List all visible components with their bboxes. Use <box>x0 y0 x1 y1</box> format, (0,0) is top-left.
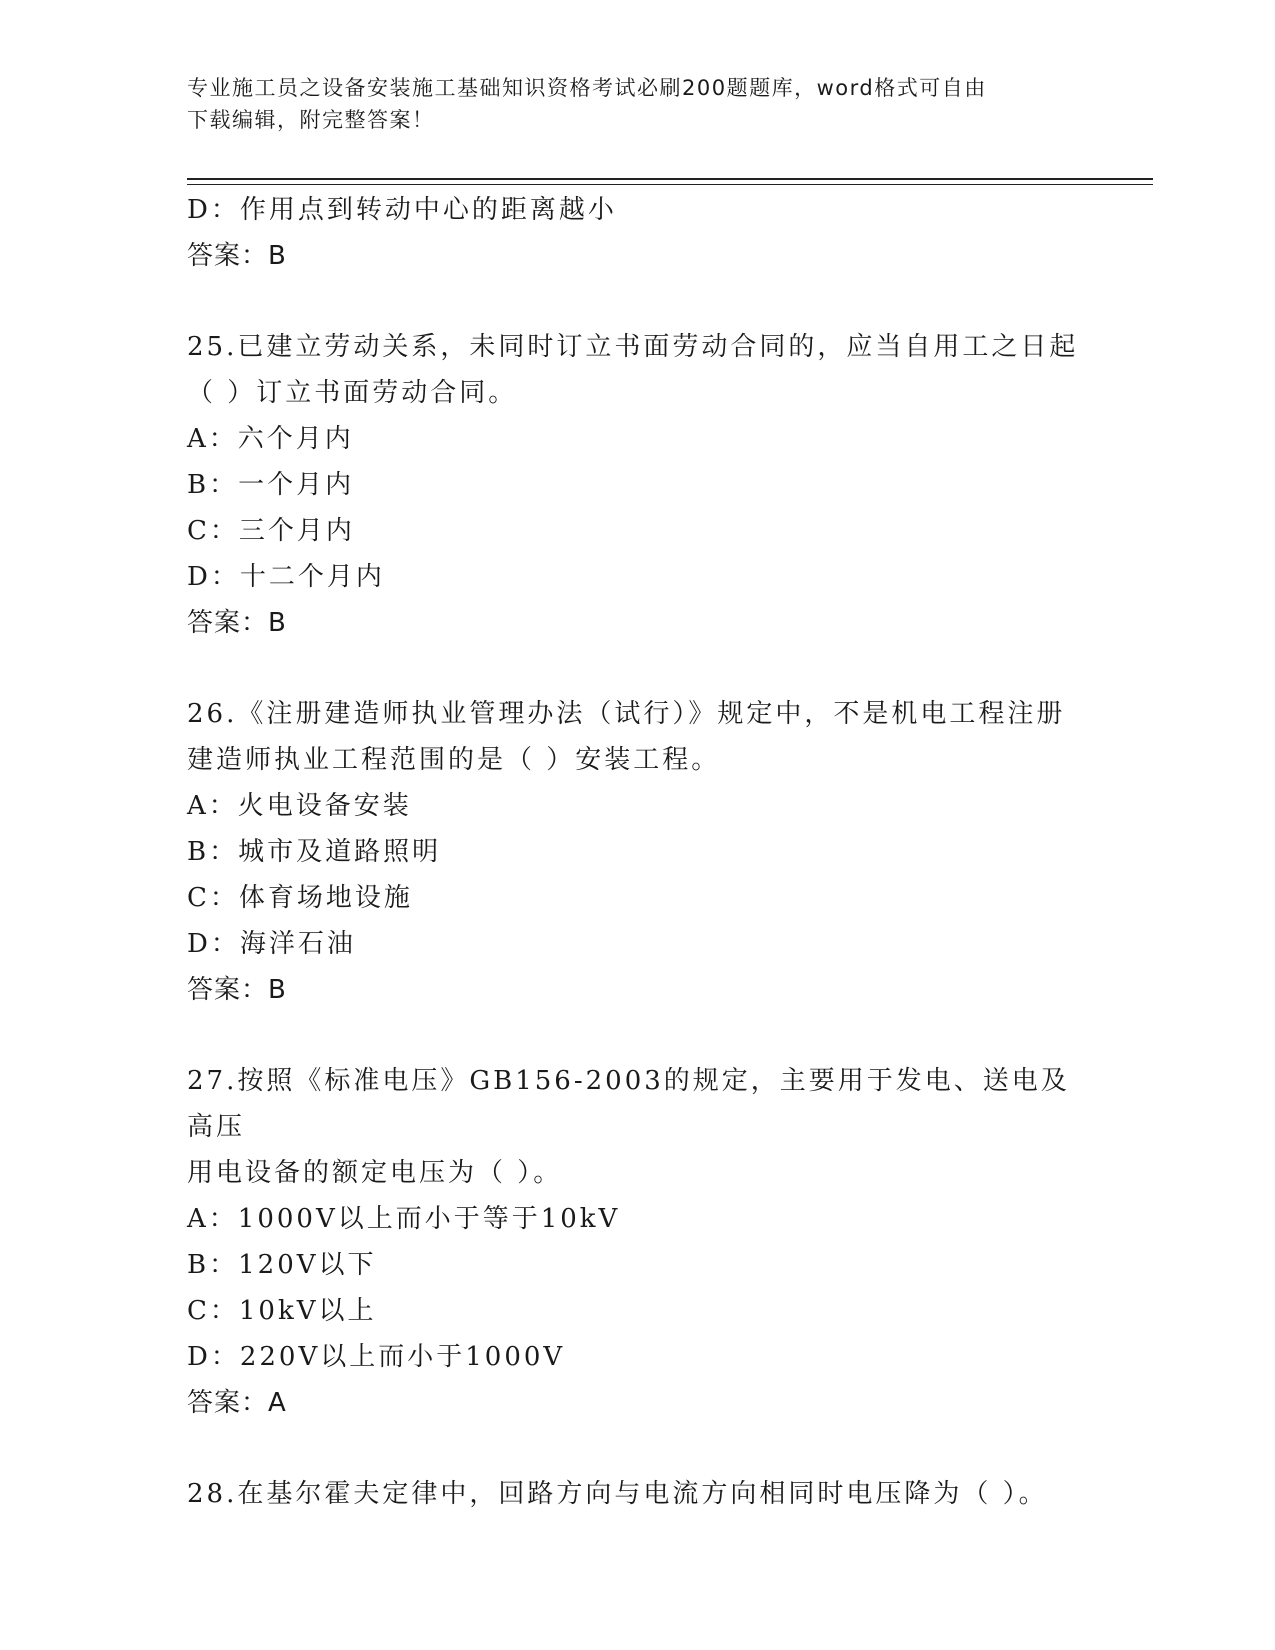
answer-label: 答案：B <box>187 241 287 271</box>
answer-label: 答案：A <box>187 1388 287 1418</box>
question-stem-line-1: 26.《注册建造师执业管理办法（试行）》规定中，不是机电工程注册 <box>187 699 1066 729</box>
question-list <box>187 187 1087 1517</box>
spacer <box>187 279 1087 324</box>
question-stem-line-1: 27.按照《标准电压》GB156-2003的规定，主要用于发电、送电及高压 <box>187 1066 1070 1142</box>
question-24-tail <box>187 187 1087 279</box>
option-b: B：城市及道路照明 <box>187 837 442 867</box>
question-stem-line-1: 25.已建立劳动关系，未同时订立书面劳动合同的，应当自用工之日起 <box>187 332 1079 362</box>
question-stem-line-2: （ ）订立书面劳动合同。 <box>187 378 518 408</box>
option-d: D：220V以上而小于1000V <box>187 1342 566 1372</box>
spacer <box>187 646 1087 691</box>
header-divider-thin <box>187 184 1153 185</box>
spacer <box>187 1426 1087 1471</box>
question-stem-line-2: 建造师执业工程范围的是（ ）安装工程。 <box>187 745 721 775</box>
header-line-2: 下载编辑，附完整答案！ <box>187 108 435 132</box>
header-divider-thick <box>187 178 1153 180</box>
spacer <box>187 1013 1087 1058</box>
option-c: C：体育场地设施 <box>187 883 413 913</box>
option-b: B：一个月内 <box>187 470 355 500</box>
option-c: C：三个月内 <box>187 516 355 546</box>
option-d: D：海洋石油 <box>187 929 356 959</box>
question-27 <box>187 1058 1087 1426</box>
question-26 <box>187 691 1087 1013</box>
option-a: A：六个月内 <box>187 424 354 454</box>
option-b: B：120V以下 <box>187 1250 377 1280</box>
option-a: A：1000V以上而小于等于10kV <box>187 1204 621 1234</box>
answer-label: 答案：B <box>187 975 287 1005</box>
document-header <box>187 72 1067 136</box>
header-line-1: 专业施工员之设备安装施工基础知识资格考试必刷200题题库，word格式可自由 <box>187 76 987 100</box>
answer-label: 答案：B <box>187 608 287 638</box>
option-c: C：10kV以上 <box>187 1296 377 1326</box>
question-25 <box>187 324 1087 646</box>
option-d: D：十二个月内 <box>187 562 385 592</box>
option-a: A：火电设备安装 <box>187 791 412 821</box>
question-28 <box>187 1471 1087 1517</box>
option-d: D：作用点到转动中心的距离越小 <box>187 195 617 225</box>
question-stem-line-2: 用电设备的额定电压为（ ）。 <box>187 1158 563 1188</box>
question-stem-line-1: 28.在基尔霍夫定律中，回路方向与电流方向相同时电压降为（ ）。 <box>187 1479 1048 1509</box>
